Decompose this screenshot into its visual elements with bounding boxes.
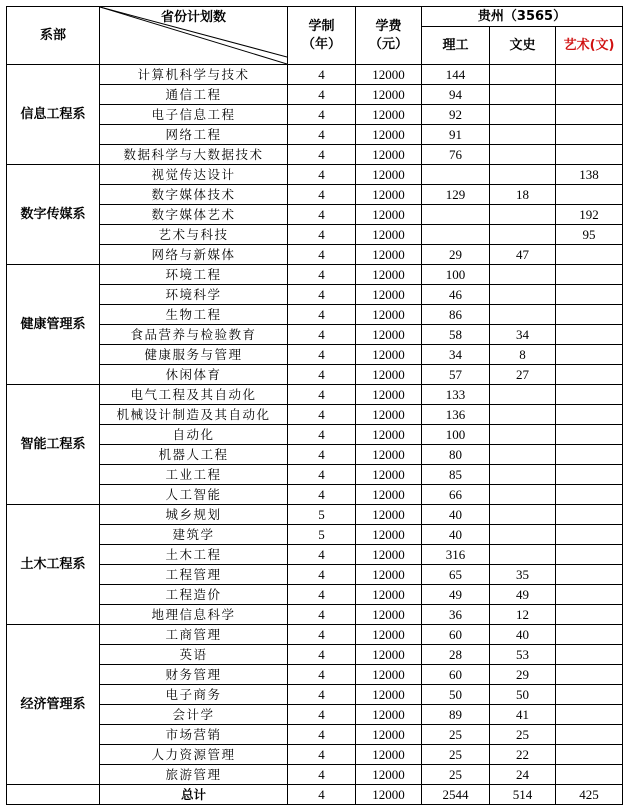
art-cell [556,505,623,525]
years-cell: 4 [288,385,356,405]
art-cell [556,125,623,145]
art-cell [556,85,623,105]
years-cell: 5 [288,525,356,545]
lit-cell: 34 [490,325,556,345]
dept-cell: 智能工程系 [7,385,100,505]
sci-cell: 86 [422,305,490,325]
dept-cell: 土木工程系 [7,505,100,625]
years-cell: 4 [288,485,356,505]
art-cell [556,185,623,205]
lit-cell: 40 [490,625,556,645]
sci-cell: 57 [422,365,490,385]
art-cell [556,605,623,625]
sci-cell: 34 [422,345,490,365]
years-cell: 4 [288,85,356,105]
sci-cell: 40 [422,525,490,545]
table-row [7,405,623,425]
years-cell: 4 [288,245,356,265]
art-cell [556,65,623,85]
fee-cell: 12000 [356,205,422,225]
fee-cell: 12000 [356,605,422,625]
lit-cell [490,85,556,105]
sci-cell: 76 [422,145,490,165]
lit-cell: 27 [490,365,556,385]
table-body [7,65,623,785]
major-cell: 工业工程 [100,465,288,485]
fee-cell: 12000 [356,765,422,785]
table-row [7,265,623,285]
sci-cell: 46 [422,285,490,305]
major-cell: 电子信息工程 [100,105,288,125]
years-cell: 4 [288,285,356,305]
art-cell [556,725,623,745]
art-cell [556,545,623,565]
lit-cell [490,465,556,485]
sci-cell: 60 [422,665,490,685]
header-years-line1: 学制 [308,18,335,34]
art-cell [556,705,623,725]
fee-cell: 12000 [356,145,422,165]
fee-cell: 12000 [356,745,422,765]
lit-cell: 29 [490,665,556,685]
table-row [7,685,623,705]
fee-cell: 12000 [356,505,422,525]
years-cell: 4 [288,405,356,425]
fee-cell: 12000 [356,365,422,385]
art-cell [556,645,623,665]
fee-cell: 12000 [356,405,422,425]
sci-cell: 92 [422,105,490,125]
fee-cell: 12000 [356,65,422,85]
major-cell: 健康服务与管理 [100,345,288,365]
dept-cell: 健康管理系 [7,265,100,385]
lit-cell [490,485,556,505]
years-cell: 4 [288,125,356,145]
fee-cell: 12000 [356,105,422,125]
dept-cell: 数字传媒系 [7,165,100,265]
header-fee [356,7,422,65]
fee-cell: 12000 [356,625,422,645]
years-cell: 4 [288,665,356,685]
fee-cell: 12000 [356,85,422,105]
sci-cell: 25 [422,745,490,765]
header-years-line2: （年） [301,36,341,52]
table-row [7,565,623,585]
sci-cell: 29 [422,245,490,265]
years-cell: 4 [288,725,356,745]
years-cell: 4 [288,365,356,385]
table-row [7,585,623,605]
fee-cell: 12000 [356,645,422,665]
lit-cell [490,225,556,245]
major-cell: 工程造价 [100,585,288,605]
fee-cell: 12000 [356,725,422,745]
major-cell: 环境科学 [100,285,288,305]
major-cell: 电子商务 [100,685,288,705]
years-cell: 4 [288,105,356,125]
years-cell: 4 [288,65,356,85]
table-row [7,485,623,505]
table-row [7,445,623,465]
art-cell [556,325,623,345]
lit-cell [490,425,556,445]
table-row [7,225,623,245]
header-lit: 文史 [490,27,556,65]
lit-cell [490,405,556,425]
lit-cell: 53 [490,645,556,665]
lit-cell: 24 [490,765,556,785]
major-cell: 人工智能 [100,485,288,505]
fee-cell: 12000 [356,325,422,345]
art-cell [556,625,623,645]
table-row [7,645,623,665]
sci-cell: 65 [422,565,490,585]
years-cell: 4 [288,205,356,225]
major-cell: 通信工程 [100,85,288,105]
fee-cell: 12000 [356,465,422,485]
total-fee: 12000 [356,785,422,805]
fee-cell: 12000 [356,305,422,325]
table-row [7,125,623,145]
table-row [7,725,623,745]
art-cell [556,665,623,685]
art-cell [556,145,623,165]
table-row [7,425,623,445]
art-cell [556,565,623,585]
table-row [7,285,623,305]
major-cell: 工商管理 [100,625,288,645]
table-row [7,605,623,625]
sci-cell: 136 [422,405,490,425]
table-row [7,205,623,225]
years-cell: 4 [288,645,356,665]
sci-cell [422,165,490,185]
fee-cell: 12000 [356,485,422,505]
major-cell: 休闲体育 [100,365,288,385]
art-cell [556,365,623,385]
header-art: 艺术(文) [556,27,623,65]
lit-cell: 49 [490,585,556,605]
fee-cell: 12000 [356,705,422,725]
major-cell: 土木工程 [100,545,288,565]
table-row [7,505,623,525]
years-cell: 4 [288,465,356,485]
sci-cell: 89 [422,705,490,725]
major-cell: 数据科学与大数据技术 [100,145,288,165]
major-cell: 建筑学 [100,525,288,545]
sci-cell: 100 [422,425,490,445]
lit-cell [490,65,556,85]
lit-cell [490,545,556,565]
years-cell: 5 [288,505,356,525]
table-row [7,665,623,685]
total-label: 总计 [100,785,288,805]
art-cell [556,445,623,465]
years-cell: 4 [288,345,356,365]
sci-cell: 100 [422,265,490,285]
lit-cell [490,145,556,165]
sci-cell: 91 [422,125,490,145]
fee-cell: 12000 [356,225,422,245]
lit-cell [490,265,556,285]
major-cell: 英语 [100,645,288,665]
header-fee-line2: （元） [368,36,408,52]
art-cell [556,465,623,485]
major-cell: 网络与新媒体 [100,245,288,265]
total-sci: 2544 [422,785,490,805]
sci-cell: 25 [422,725,490,745]
art-cell [556,345,623,365]
sci-cell [422,205,490,225]
lit-cell [490,205,556,225]
years-cell: 4 [288,145,356,165]
table-row [7,625,623,645]
table-footer [7,785,623,805]
table-row [7,345,623,365]
years-cell: 4 [288,625,356,645]
sci-cell: 80 [422,445,490,465]
total-art: 425 [556,785,623,805]
art-cell [556,485,623,505]
sci-cell: 25 [422,765,490,785]
sci-cell: 60 [422,625,490,645]
major-cell: 生物工程 [100,305,288,325]
art-cell [556,525,623,545]
major-cell: 数字媒体艺术 [100,205,288,225]
dept-cell: 信息工程系 [7,65,100,165]
table-row [7,185,623,205]
sci-cell: 49 [422,585,490,605]
sci-cell: 133 [422,385,490,405]
fee-cell: 12000 [356,345,422,365]
years-cell: 4 [288,545,356,565]
years-cell: 4 [288,685,356,705]
sci-cell: 36 [422,605,490,625]
major-cell: 工程管理 [100,565,288,585]
header-sci: 理工 [422,27,490,65]
lit-cell [490,305,556,325]
table-header [7,7,623,65]
years-cell: 4 [288,605,356,625]
lit-cell [490,285,556,305]
fee-cell: 12000 [356,185,422,205]
art-cell [556,745,623,765]
lit-cell [490,105,556,125]
lit-cell: 50 [490,685,556,705]
art-cell [556,765,623,785]
major-cell: 环境工程 [100,265,288,285]
art-cell [556,385,623,405]
table-row [7,65,623,85]
fee-cell: 12000 [356,425,422,445]
years-cell: 4 [288,305,356,325]
years-cell: 4 [288,745,356,765]
header-years [288,7,356,65]
table-row [7,85,623,105]
years-cell: 4 [288,185,356,205]
art-cell [556,105,623,125]
fee-cell: 12000 [356,545,422,565]
fee-cell: 12000 [356,285,422,305]
major-cell: 视觉传达设计 [100,165,288,185]
years-cell: 4 [288,765,356,785]
table-row [7,165,623,185]
fee-cell: 12000 [356,165,422,185]
sci-cell: 144 [422,65,490,85]
sci-cell: 58 [422,325,490,345]
lit-cell: 41 [490,705,556,725]
years-cell: 4 [288,165,356,185]
art-cell [556,305,623,325]
major-cell: 旅游管理 [100,765,288,785]
art-cell [556,585,623,605]
major-cell: 食品营养与检验教育 [100,325,288,345]
table-row [7,525,623,545]
fee-cell: 12000 [356,125,422,145]
major-cell: 数字媒体技术 [100,185,288,205]
total-row [7,785,623,805]
sci-cell: 28 [422,645,490,665]
enrollment-plan-document [6,6,622,805]
sci-cell: 129 [422,185,490,205]
lit-cell: 35 [490,565,556,585]
years-cell: 4 [288,565,356,585]
lit-cell: 12 [490,605,556,625]
major-cell: 计算机科学与技术 [100,65,288,85]
major-cell: 网络工程 [100,125,288,145]
total-years: 4 [288,785,356,805]
sci-cell: 40 [422,505,490,525]
years-cell: 4 [288,425,356,445]
sci-cell: 94 [422,85,490,105]
major-cell: 地理信息科学 [100,605,288,625]
art-cell: 192 [556,205,623,225]
total-dept-cell [7,785,100,805]
years-cell: 4 [288,225,356,245]
lit-cell [490,165,556,185]
major-cell: 艺术与科技 [100,225,288,245]
header-dept: 系部 [7,7,100,65]
sci-cell: 316 [422,545,490,565]
years-cell: 4 [288,585,356,605]
fee-cell: 12000 [356,585,422,605]
major-cell: 自动化 [100,425,288,445]
fee-cell: 12000 [356,245,422,265]
lit-cell: 18 [490,185,556,205]
art-cell [556,685,623,705]
table-row [7,705,623,725]
years-cell: 4 [288,325,356,345]
table-row [7,545,623,565]
table-row [7,745,623,765]
fee-cell: 12000 [356,685,422,705]
sci-cell: 50 [422,685,490,705]
fee-cell: 12000 [356,525,422,545]
major-cell: 财务管理 [100,665,288,685]
lit-cell: 8 [490,345,556,365]
lit-cell: 22 [490,745,556,765]
table-row [7,465,623,485]
major-cell: 机械设计制造及其自动化 [100,405,288,425]
header-plan: 省份计划数 [160,10,226,25]
sci-cell [422,225,490,245]
fee-cell: 12000 [356,565,422,585]
lit-cell [490,385,556,405]
major-cell: 城乡规划 [100,505,288,525]
table-row [7,105,623,125]
major-cell: 人力资源管理 [100,745,288,765]
sci-cell: 66 [422,485,490,505]
fee-cell: 12000 [356,665,422,685]
fee-cell: 12000 [356,265,422,285]
dept-cell: 经济管理系 [7,625,100,785]
table-row [7,245,623,265]
fee-cell: 12000 [356,445,422,465]
table-row [7,385,623,405]
table-row [7,325,623,345]
art-cell [556,405,623,425]
major-cell: 会计学 [100,705,288,725]
table-row [7,145,623,165]
major-cell: 电气工程及其自动化 [100,385,288,405]
lit-cell: 25 [490,725,556,745]
lit-cell: 47 [490,245,556,265]
years-cell: 4 [288,265,356,285]
lit-cell [490,505,556,525]
art-cell: 138 [556,165,623,185]
years-cell: 4 [288,705,356,725]
lit-cell [490,125,556,145]
art-cell: 95 [556,225,623,245]
header-fee-line1: 学费 [375,18,402,34]
lit-cell [490,525,556,545]
art-cell [556,245,623,265]
table-row [7,305,623,325]
header-province: 贵州（3565） [422,7,623,27]
table-row [7,365,623,385]
major-cell: 机器人工程 [100,445,288,465]
fee-cell: 12000 [356,385,422,405]
major-cell: 市场营销 [100,725,288,745]
art-cell [556,425,623,445]
years-cell: 4 [288,445,356,465]
table-row [7,765,623,785]
header-plan-diagonal [100,7,288,65]
art-cell [556,285,623,305]
lit-cell [490,445,556,465]
art-cell [556,265,623,285]
total-lit: 514 [490,785,556,805]
sci-cell: 85 [422,465,490,485]
enrollment-plan-table [6,6,623,805]
